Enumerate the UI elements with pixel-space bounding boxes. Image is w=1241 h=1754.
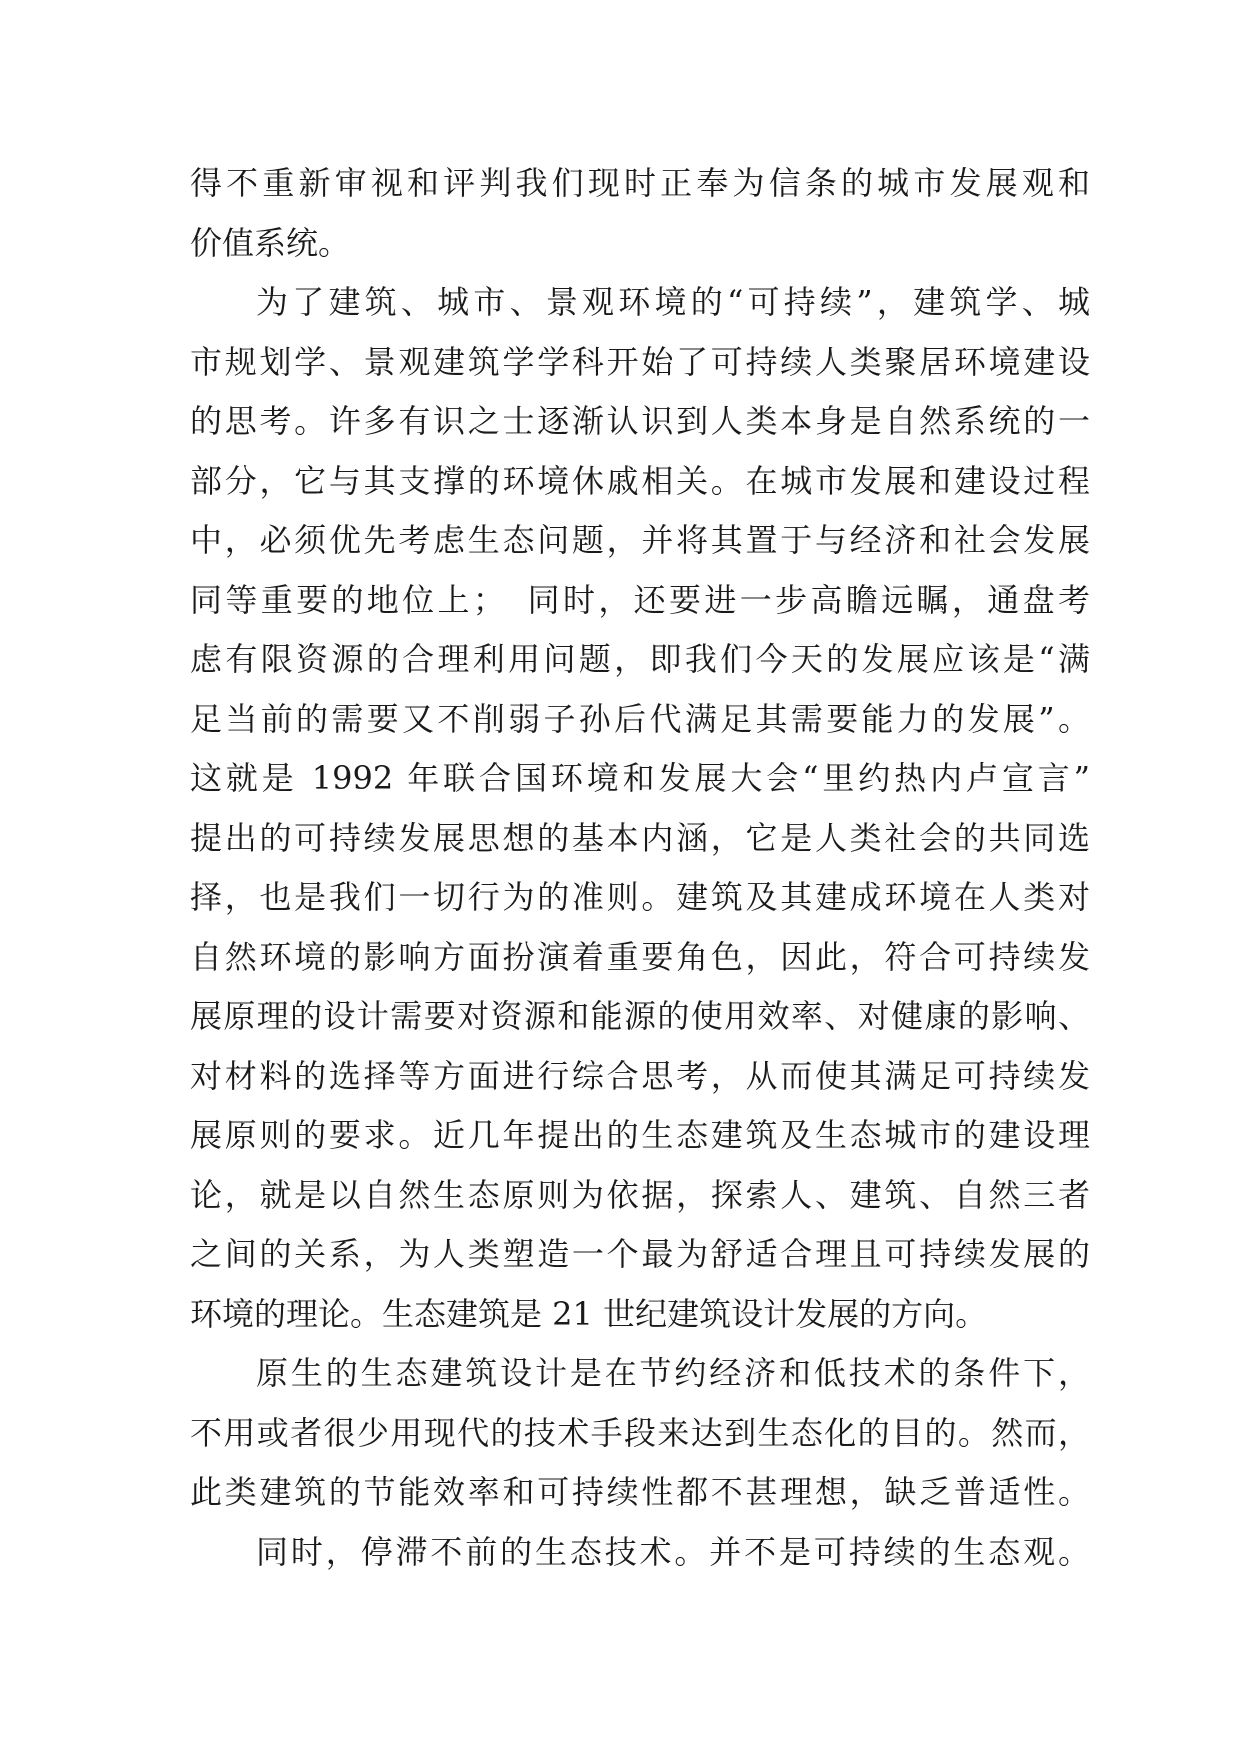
text-line: 环境的理论。生态建筑是 21 世纪建筑设计发展的方向。 xyxy=(190,1294,988,1333)
text-line: 虑有限资源的合理利用问题，即我们今天的发展应该是“满 xyxy=(190,640,1090,678)
text-line: 部分，它与其支撑的环境休戚相关。在城市发展和建设过程 xyxy=(190,461,1090,500)
text-line: 得不重新审视和评判我们现时正奉为信条的城市发展观和 xyxy=(190,164,1090,202)
text-line: 对材料的选择等方面进行综合思考，从而使其满足可持续发 xyxy=(190,1056,1090,1095)
text-line: 同时，停滞不前的生态技术。并不是可持续的生态观。 xyxy=(256,1532,1090,1571)
text-line: 论，就是以自然生态原则为依据，探索人、建筑、自然三者 xyxy=(190,1175,1090,1214)
text-line: 市规划学、景观建筑学学科开始了可持续人类聚居环境建设 xyxy=(190,342,1090,381)
text-line: 不用或者很少用现代的技术手段来达到生态化的目的。然而， xyxy=(190,1413,1090,1452)
text-line: 同等重要的地位上； 同时，还要进一步高瞻远瞩，通盘考 xyxy=(190,580,1090,619)
text-line: 展原理的设计需要对资源和能源的使用效率、对健康的影响、 xyxy=(190,997,1090,1035)
text-line: 展原则的要求。近几年提出的生态建筑及生态城市的建设理 xyxy=(190,1116,1090,1154)
body-text xyxy=(190,154,1090,1582)
text-line: 择，也是我们一切行为的准则。建筑及其建成环境在人类对 xyxy=(190,878,1090,916)
text-line: 中，必须优先考虑生态问题，并将其置于与经济和社会发展 xyxy=(190,521,1090,559)
text-line: 的思考。许多有识之士逐渐认识到人类本身是自然系统的一 xyxy=(190,402,1090,440)
text-line: 价值系统。 xyxy=(190,223,351,262)
text-line: 自然环境的影响方面扮演着重要角色，因此，符合可持续发 xyxy=(190,937,1090,976)
text-line: 之间的关系，为人类塑造一个最为舒适合理且可持续发展的 xyxy=(190,1235,1090,1273)
text-line: 此类建筑的节能效率和可持续性都不甚理想，缺乏普适性。 xyxy=(190,1473,1090,1511)
text-line: 提出的可持续发展思想的基本内涵，它是人类社会的共同选 xyxy=(190,818,1090,857)
text-line: 原生的生态建筑设计是在节约经济和低技术的条件下， xyxy=(256,1354,1090,1392)
text-line: 为了建筑、城市、景观环境的“可持续”，建筑学、城 xyxy=(256,283,1090,321)
text-line: 这就是 1992 年联合国环境和发展大会“里约热内卢宣言” xyxy=(190,759,1090,797)
text-line: 足当前的需要又不削弱子孙后代满足其需要能力的发展”。 xyxy=(190,699,1090,738)
